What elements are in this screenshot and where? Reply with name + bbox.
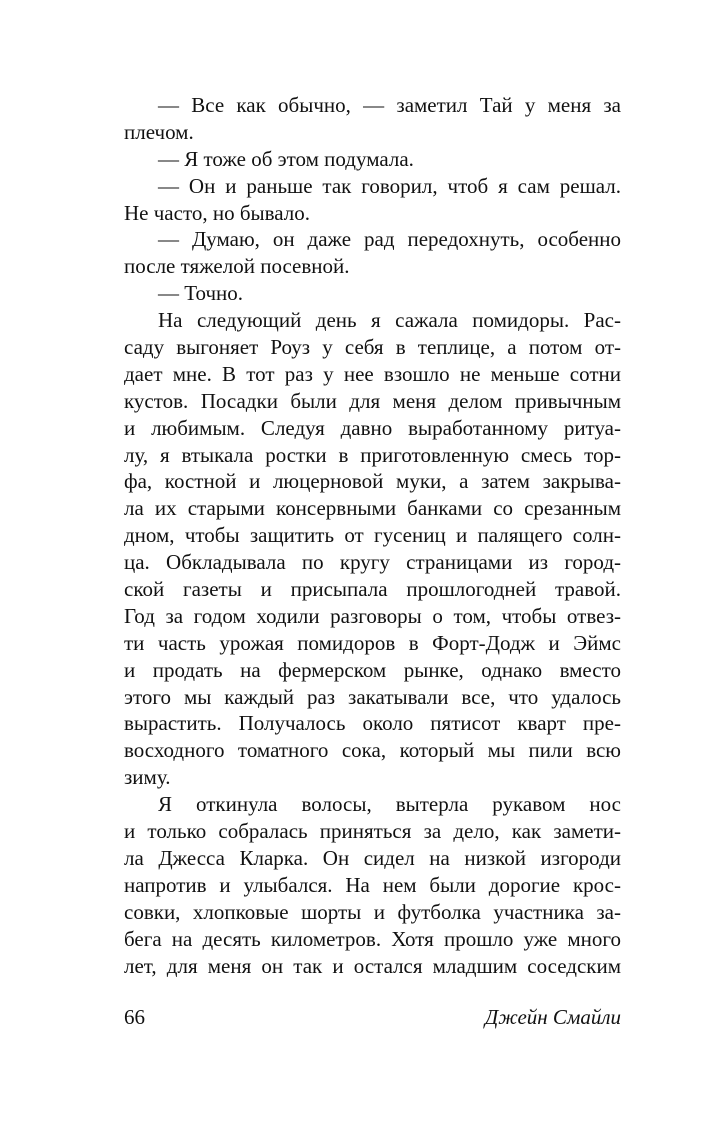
text-line: после тяжелой посевной. [124,254,350,279]
text-line: плечом. [124,119,194,144]
text-line: восходного томатного сока, который мы пили всю [124,738,621,763]
text-line: ской газеты и присыпала прошлогодней травой. [124,577,621,602]
text-line: — Точно. [158,281,244,306]
text-line: Не часто, но бывало. [124,200,310,225]
text-line: лу, я втыкала ростки в приготовленную смесь тор- [124,442,621,467]
text-line: и любимым. Следуя давно выработанному ритуа- [124,415,621,440]
text-line: этого мы каждый раз закатывали все, что удалось [124,684,621,709]
page-body [124,92,621,979]
text-line: дном, чтобы защитить от гусениц и палящего солн- [124,523,621,548]
text-line: вырастить. Получалось около пятисот кварт пре- [124,711,621,736]
running-header-author: Джейн Смайли [484,1005,621,1029]
text-line: и продать на фермерском рынке, однако вместо [124,657,621,682]
text-line: и только собралась приняться за дело, как замети- [124,819,621,844]
text-line: напротив и улыбался. На нем были дорогие крос- [124,872,621,897]
text-line: ла их старыми консервными банками со срезанным [124,496,621,521]
page-footer [124,1002,621,1032]
text-line: — Все как обычно, — заметил Тай у меня за [158,93,621,117]
text-line: зиму. [124,765,171,790]
text-line: бега на десять километров. Хотя прошло уже много [124,926,621,951]
text-line: — Я тоже об этом подумала. [158,146,414,171]
text-line: Я откинула волосы, вытерла рукавом нос [158,792,621,817]
text-line: Год за годом ходили разговоры о том, чтобы отвез- [124,603,621,628]
text-line: — Он и раньше так говорил, чтоб я сам решал. [158,173,621,198]
text-line: — Думаю, он даже рад передохнуть, особенно [158,227,621,252]
text-line: дает мне. В тот раз у нее взошло не меньше сотни [124,361,621,386]
text-line: На следующий день я сажала помидоры. Рас- [158,308,621,333]
text-line: ти часть урожая помидоров в Форт-Додж и Эймс [124,630,621,655]
text-line: ла Джесса Кларка. Он сидел на низкой изгороди [124,845,621,870]
text-line: совки, хлопковые шорты и футболка участника за- [124,899,621,924]
text-line: кустов. Посадки были для меня делом привычным [124,388,621,413]
text-line: саду выгоняет Роуз у себя в теплице, а потом от- [124,335,621,360]
page-number: 66 [124,1005,145,1029]
text-line: фа, костной и люцерновой муки, а затем закрыва- [124,469,621,494]
text-line: ца. Обкладывала по кругу страницами из город- [124,550,621,575]
text-line: лет, для меня он так и остался младшим соседским [124,953,621,978]
